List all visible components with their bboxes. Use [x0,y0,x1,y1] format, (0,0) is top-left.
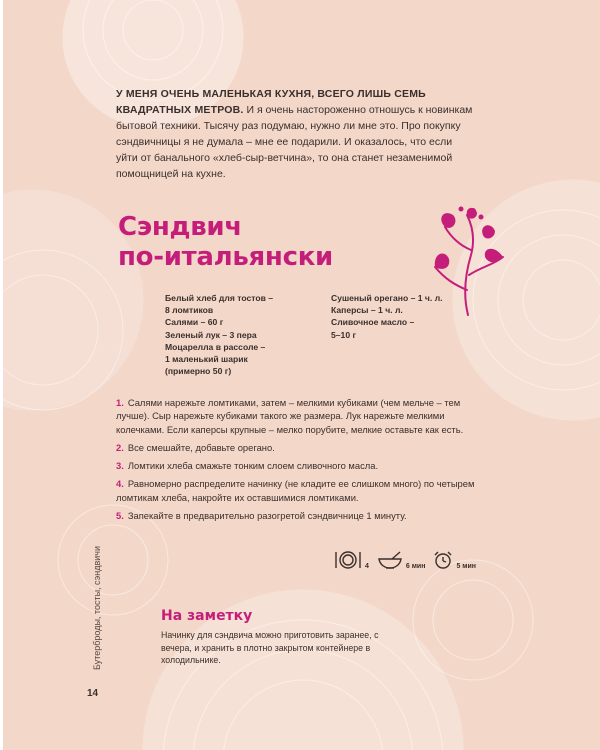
step-number: 1. [116,397,124,408]
step-item [116,459,476,472]
ingredient-line: Салями – 60 г [165,317,224,328]
alarm-clock-icon [432,550,454,570]
note-text: Начинку для сэндвича можно приготовить заранее, с вечера, и хранить в плотно закрытом контейнере в холодильнике. [161,630,379,666]
servings [333,550,369,570]
ingredients-column-1 [165,292,305,377]
prep-time [376,550,426,570]
intro-body: И я очень настороженно отношусь к новинкам бытовой техники. Тысячу раз подумаю, нужно ли мне это. Про покупку сэндвичницы я не думала – мне ее подарили. И оказалось, что если уйти от банального «хлеб-сыр-ветчина», то она станет незаменимой помощницей на кухне. [116,104,473,180]
ingredients-list [165,292,475,377]
recipe-title-line2: по-итальянски [118,242,333,272]
cook-time [432,550,476,570]
step-number: 2. [116,441,124,453]
page-number: 14 [87,688,99,699]
step-item [116,441,476,454]
plate-cutlery-icon [333,550,363,570]
section-label: Бутерброды, тосты, сэндвичи [92,546,102,670]
intro-lead: У МЕНЯ ОЧЕНЬ МАЛЕНЬКАЯ КУХНЯ, ВСЕГО ЛИШЬ СЕМЬ КВАДРАТНЫХ МЕТРОВ. [116,88,426,116]
ingredient-line: Сливочное масло – [331,317,415,328]
step-item [116,477,476,504]
step-text: Ломтики хлеба смажьте тонким слоем сливочного масла. [127,460,379,472]
step-number: 4. [116,478,124,490]
mortar-pestle-icon [376,550,404,570]
ingredient-line: Каперсы – 1 ч. л. [331,305,403,316]
step-text: Равномерно распределите начинку (не кладите ее слишком много) по четырем ломтикам хлеба, накройте их оставшимися ломтиками. [116,478,475,503]
ingredient-line: Сушеный орегано – 1 ч. л. [331,293,443,303]
ingredient-line: 8 ломтиков [165,305,214,316]
step-item [116,509,476,522]
steps-list [116,396,476,527]
step-number: 3. [116,460,124,472]
servings-value: 4 [365,563,369,570]
ingredient-line: Зеленый лук – 3 пера [165,329,257,340]
ingredient-line: 5–10 г [331,329,357,340]
intro-paragraph [116,86,476,182]
ingredient-line: (примерно 50 г) [165,366,232,377]
ingredient-line: Моцарелла в рассоле – [165,341,266,352]
recipe-title-line1: Сэндвич [118,212,242,242]
recipe-meta [333,546,503,570]
ingredients-column-2 [331,292,471,377]
step-item [116,396,476,436]
ingredient-line: 1 маленький шарик [165,354,248,365]
step-text: Салями нарежьте ломтиками, затем – мелкими кубиками (чем мельче – тем лучше). Сыр нарежьте кубиками такого же размера. Лук нарежьте мелкими колечками. Если каперсы крупные – мелко порубите, мелкие оставьте как есть. [116,397,464,435]
step-text: Все смешайте, добавьте орегано. [127,441,275,453]
ingredient-line: Белый хлеб для тостов – [165,293,274,303]
cook-time-value: 5 мин [456,563,477,570]
note-title: На заметку [161,608,253,624]
step-number: 5. [116,510,124,522]
recipe-title [118,212,378,272]
prep-time-value: 6 мин [405,563,426,570]
step-text: Запекайте в предварительно разогретой сэндвичнице 1 минуту. [127,510,407,522]
